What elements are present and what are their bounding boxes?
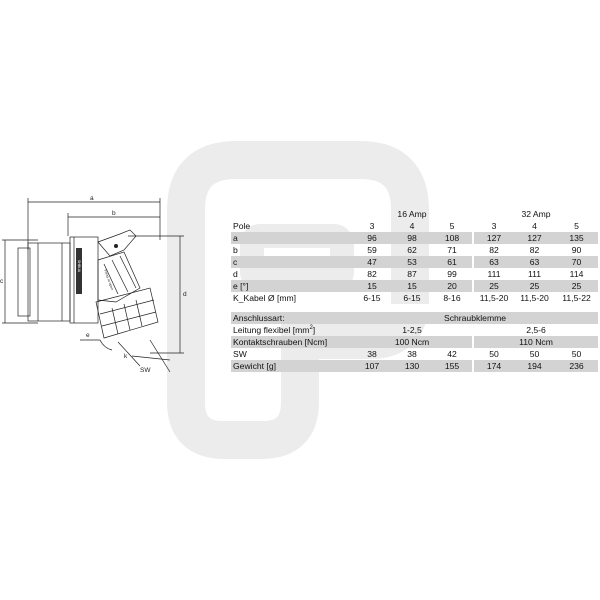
row-label: Kontaktschrauben [Ncm] <box>231 336 352 348</box>
dimension-sw-line <box>132 356 170 360</box>
value-cell: 98 <box>392 232 432 244</box>
value-cell: 42 <box>447 349 457 359</box>
value-cell: 63 <box>514 256 555 268</box>
value-cell: 111 <box>487 269 501 279</box>
value-cell: 38 <box>407 349 417 359</box>
row-label: b <box>233 245 238 255</box>
value-cell: 47 <box>352 256 392 268</box>
angled-neck <box>98 252 140 302</box>
leitung-label: Leitung flexibel [mm <box>233 325 310 335</box>
value-cell: 6-15 <box>363 293 381 303</box>
spec-row-5 <box>231 280 598 292</box>
leitung-row <box>231 324 598 336</box>
value-cell: 82 <box>529 245 540 255</box>
value-cell: 15 <box>392 280 432 292</box>
value-cell: 4 <box>409 221 415 231</box>
value-cell: 3 <box>491 221 497 231</box>
value-cell: 25 <box>474 280 514 292</box>
row-label: a <box>231 232 352 244</box>
row-label: d <box>233 269 238 279</box>
value-cell: 127 <box>514 232 555 244</box>
sw-row <box>231 348 598 360</box>
connector-body <box>28 243 70 321</box>
flap-lid <box>98 230 136 256</box>
value-cell: 62 <box>407 245 417 255</box>
leitung-label-end: ] <box>312 325 316 335</box>
value-cell: 90 <box>571 245 582 255</box>
value-cell: 236 <box>555 360 598 372</box>
leitung-32-value: 2,5-6 <box>526 325 546 335</box>
value-cell: 25 <box>555 280 598 292</box>
value-cell: 8-16 <box>443 293 461 303</box>
value-cell: 25 <box>514 280 555 292</box>
value-cell: 11,5-22 <box>562 293 591 303</box>
spec-row-2 <box>231 244 598 256</box>
value-cell: 20 <box>432 280 472 292</box>
header-row <box>231 208 598 220</box>
gewicht-row <box>231 360 598 372</box>
spec-row-1 <box>231 232 598 244</box>
value-cell: 194 <box>514 360 555 372</box>
value-cell: 70 <box>555 256 598 268</box>
dim-label-c: c <box>0 278 4 285</box>
leitung-unit-sup: 2 <box>309 325 313 332</box>
dimension-k-line <box>118 342 140 366</box>
value-cell: 61 <box>432 256 472 268</box>
value-cell: 135 <box>555 232 598 244</box>
value-cell: 82 <box>489 245 499 255</box>
value-cell: 38 <box>367 349 377 359</box>
value-cell: 108 <box>432 232 472 244</box>
value-cell: 99 <box>447 269 457 279</box>
dim-label-a: a <box>90 195 94 202</box>
dim-label-e: e <box>86 332 90 339</box>
connector-drawing <box>0 190 230 400</box>
row-label: e [°] <box>231 280 352 292</box>
device-brand-text: SHBUA <box>77 260 81 273</box>
group-32amp: 32 Amp <box>521 209 551 219</box>
press-to-open-text: Press to open <box>103 268 115 291</box>
row-label <box>231 324 352 336</box>
dim-label-b: b <box>112 210 116 217</box>
value-cell: 82 <box>367 269 377 279</box>
anschlussart-row <box>231 312 598 324</box>
leitung-16-value: 1-2,5 <box>402 325 422 335</box>
row-label: c <box>231 256 352 268</box>
value-cell: 71 <box>447 245 457 255</box>
kontakt-32-value: 110 Ncm <box>474 336 598 348</box>
spec-table <box>231 208 598 372</box>
group-16amp: 16 Amp <box>397 209 427 219</box>
value-cell: 114 <box>569 269 584 279</box>
value-cell: 11,5-20 <box>479 293 509 303</box>
value-cell: 96 <box>352 232 392 244</box>
value-cell: 50 <box>489 349 499 359</box>
value-cell: 6-15 <box>403 293 421 303</box>
value-cell: 50 <box>529 349 540 359</box>
spec-row-6 <box>231 292 598 304</box>
dim-label-k: k <box>124 353 128 360</box>
value-cell: 87 <box>407 269 417 279</box>
value-cell: 174 <box>474 360 514 372</box>
row-label: Gewicht [g] <box>231 360 352 372</box>
value-cell: 3 <box>369 221 375 231</box>
spec-row-4 <box>231 268 598 280</box>
separator-row <box>231 304 598 312</box>
value-cell: 15 <box>352 280 392 292</box>
row-label: SW <box>233 349 247 359</box>
dim-label-sw: SW <box>140 367 151 374</box>
value-cell: 63 <box>474 256 514 268</box>
value-cell: 5 <box>449 221 455 231</box>
anschlussart-value: Schraubklemme <box>352 312 598 324</box>
value-cell: 53 <box>392 256 432 268</box>
value-cell: 107 <box>352 360 392 372</box>
kontakt-16-value: 100 Ncm <box>352 336 472 348</box>
value-cell: 155 <box>432 360 472 372</box>
value-cell: 4 <box>532 221 537 231</box>
spec-row-0 <box>231 220 598 232</box>
value-cell: 127 <box>474 232 514 244</box>
value-cell: 111 <box>527 269 542 279</box>
row-label: K_Kabel Ø [mm] <box>233 293 297 303</box>
value-cell: 50 <box>571 349 582 359</box>
value-cell: 59 <box>367 245 377 255</box>
value-cell: 130 <box>392 360 432 372</box>
value-cell: 11,5-20 <box>520 293 549 303</box>
row-label: Pole <box>233 221 251 231</box>
kontakt-row <box>231 336 598 348</box>
dim-label-d: d <box>183 291 187 298</box>
value-cell: 5 <box>574 221 579 231</box>
spec-row-3 <box>231 256 598 268</box>
row-label: Anschlussart: <box>231 312 352 324</box>
